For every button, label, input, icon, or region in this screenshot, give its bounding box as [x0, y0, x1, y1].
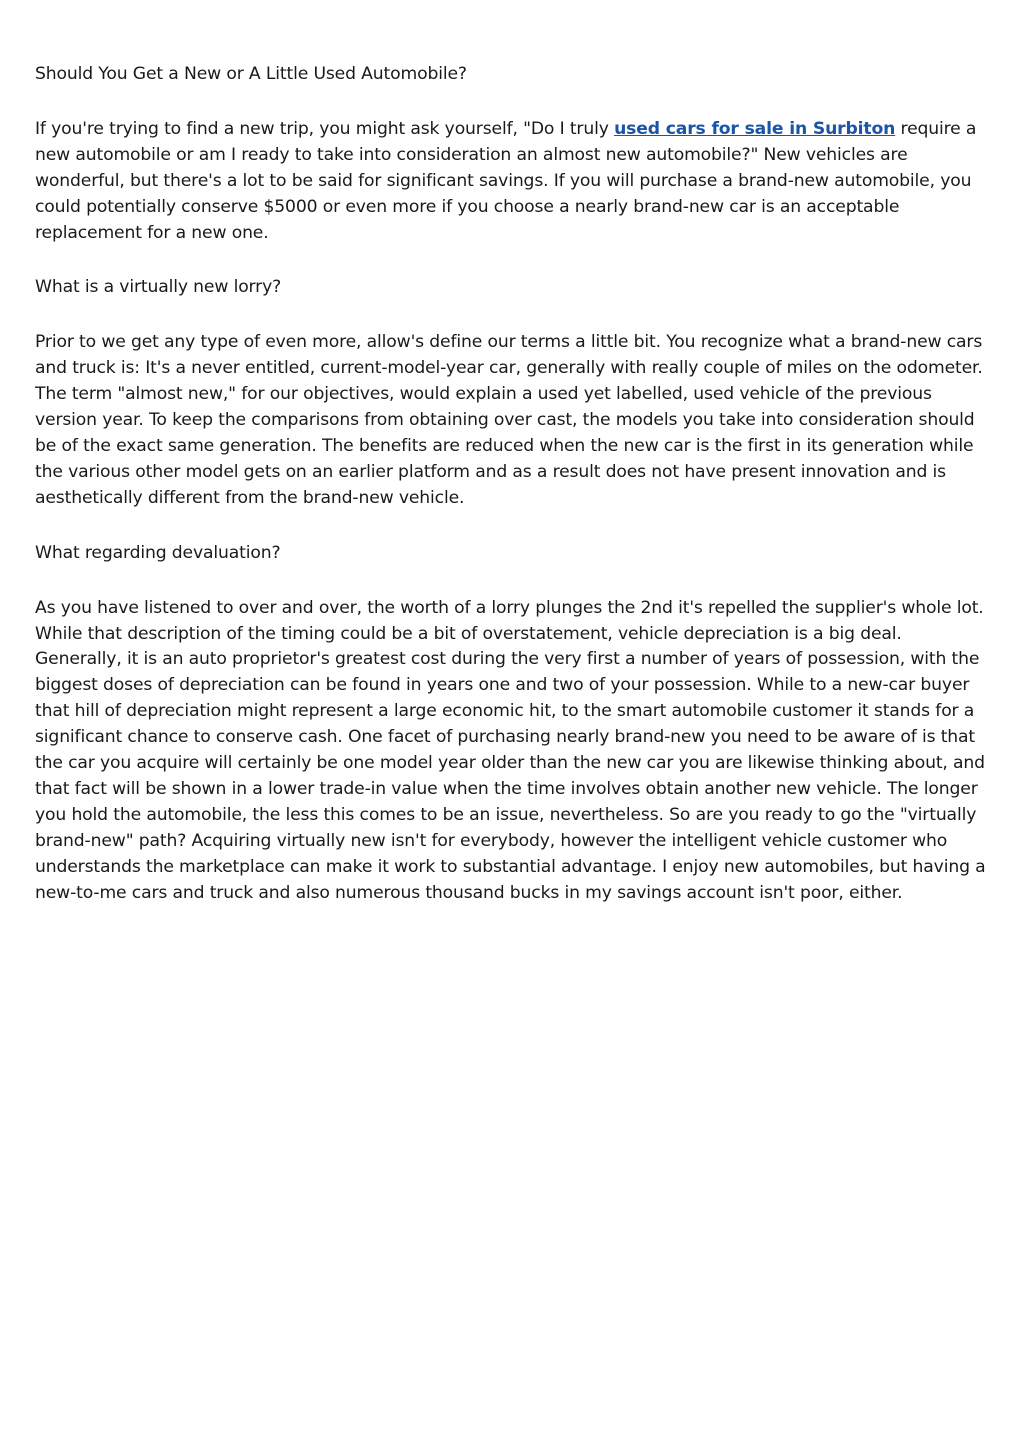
heading-virtually-new: What is a virtually new lorry?	[35, 277, 282, 298]
paragraph-intro-text-after: require a new automobile or am I ready to take into consideration an almost new automobile?" New vehicles are wonderful, but there's a lot to be said for significant savings. If you will purchase a brand-new automobile, you could potentially conserve $5000 or even more if you choose a nearly brand-new car is an acceptable replacement for a new one.	[35, 118, 977, 243]
document-body	[35, 62, 993, 935]
paragraph-definitions: Prior to we get any type of even more, allow's define our terms a little bit. You recognize what a brand-new cars and truck is: It's a never entitled, current-model-year car, generally with really couple of miles on the odometer. The term "almost new," for our objectives, would explain a used yet labelled, used vehicle of the previous version year. To keep the comparisons from obtaining over cast, the models you take into consideration should be of the exact same generation. The benefits are reduced when the new car is the first in its generation while the various other model gets on an earlier platform and as a result does not have present innovation and is aesthetically different from the brand-new vehicle.	[35, 332, 983, 508]
used-cars-surbiton-link[interactable]: used cars for sale in Surbiton	[614, 118, 896, 139]
paragraph-intro	[35, 117, 993, 247]
paragraph-intro-text-before: If you're trying to find a new trip, you might ask yourself, "Do I truly	[35, 118, 615, 139]
heading-devaluation: What regarding devaluation?	[35, 542, 281, 563]
heading-new-or-used: Should You Get a New or A Little Used Automobile?	[35, 64, 467, 84]
paragraph-depreciation: As you have listened to over and over, the worth of a lorry plunges the 2nd it's repelled the supplier's whole lot. While that description of the timing could be a bit of overstatement, vehicle depreciation is a big deal. Generally, it is an auto proprietor's greatest cost during the very first a number of years of possession, with the biggest doses of depreciation can be found in years one and two of your possession. While to a new-car buyer that hill of depreciation might represent a large economic hit, to the smart automobile customer it stands for a significant chance to conserve cash. One facet of purchasing nearly brand-new you need to be aware of is that the car you acquire will certainly be one model year older than the new car you are likewise thinking about, and that fact will be shown in a lower trade-in value when the time involves obtain another new vehicle. The longer you hold the automobile, the less this comes to be an issue, nevertheless. So are you ready to go the "virtually brand-new" path? Acquiring virtually new isn't for everybody, however the intelligent vehicle customer who understands the marketplace can make it work to substantial advantage. I enjoy new automobiles, but having a new-to-me cars and truck and also numerous thousand bucks in my savings account isn't poor, either.	[35, 597, 986, 903]
